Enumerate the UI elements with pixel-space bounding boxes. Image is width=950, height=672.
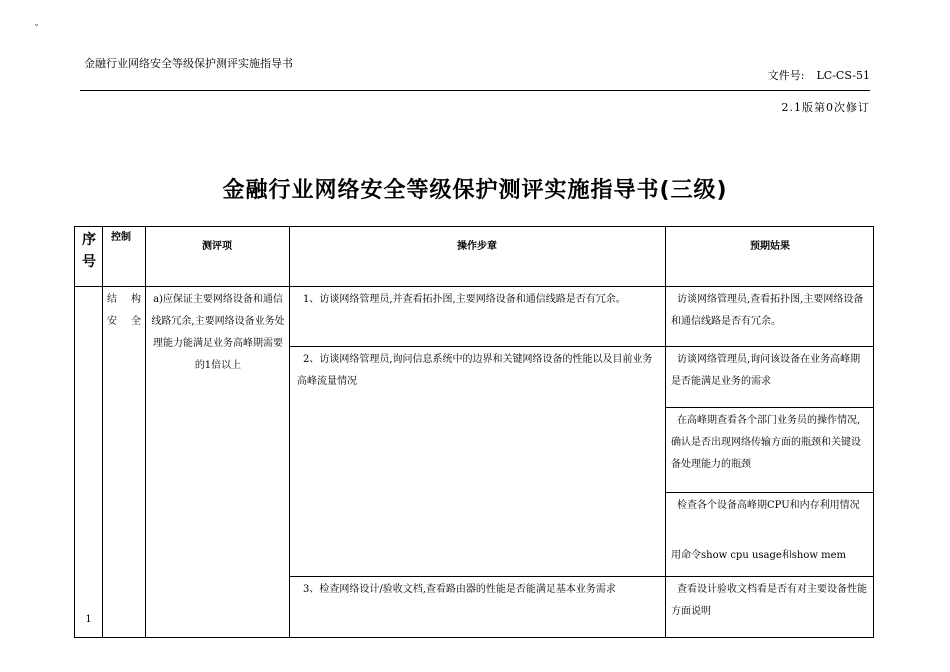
header-rule [80,90,870,91]
column-divider [102,227,103,637]
expected-1: 访谈网络管理员,查看拓扑图,主要网络设备和通信线路是否有冗余。 [671,294,864,327]
row-divider [289,346,873,347]
step-2: 2、访谈网络管理员,询问信息系统中的边界和关键网络设备的性能以及目前业务高峰流量情况 [297,354,653,387]
row-control: 结 构 安全 [107,294,141,327]
document-header-title: 金融行业网络安全等级保护测评实施指导书 [84,57,293,70]
page-title: 金融行业网络安全等级保护测评实施指导书(三级) [222,178,728,203]
file-number [768,67,870,83]
header-seq: 序号 [82,232,96,270]
header-expected: 预期姑果 [750,241,790,252]
file-number-label: 文件号: [767,69,805,82]
step-3: 3、检查网络设计/验收文档,查看路由器的性能是否能满足基本业务需求 [303,584,616,595]
expected-2: 访谈网络管理员,询问该设备在业务高峰期是否能满足业务的需求 [671,354,861,387]
evaluation-table [74,226,874,638]
expected-4: 检查各个设备高峰期CPU和内存利用情况 [677,500,860,511]
header-item: 测评项 [202,241,232,252]
file-number-value: LC-CS-51 [816,69,870,82]
expected-5: 用命令show cpu usage和show mem [671,550,847,561]
expected-3: 在高峰期查看各个部门业务员的操作情况,确认是否出现网络传输方面的瓶颈和关键设备处理能力的瓶颈 [671,415,861,470]
row-item: a)应保证主要网络设备和通信线路冗余,主要网络设备业务处理能力能满足业务高峰期需要的1倍以上 [151,294,285,371]
column-divider [145,227,146,637]
row-divider [665,407,873,408]
row-divider [289,576,873,577]
header-control: 控制 [111,232,131,243]
corner-mark: ˘ [34,24,39,35]
row-seq: 1 [85,614,92,625]
revision-note: 2.1版第0次修订 [781,101,870,114]
header-divider [75,286,873,287]
step-1: 1、访谈网络管理员,并查看拓扑图,主要网络设备和通信线路是否有冗余。 [303,294,626,305]
header-steps: 操作步章 [457,241,497,252]
expected-6: 查看设计验收文档看是否有对主要设备性能方面说明 [671,584,867,617]
row-divider [665,492,873,493]
